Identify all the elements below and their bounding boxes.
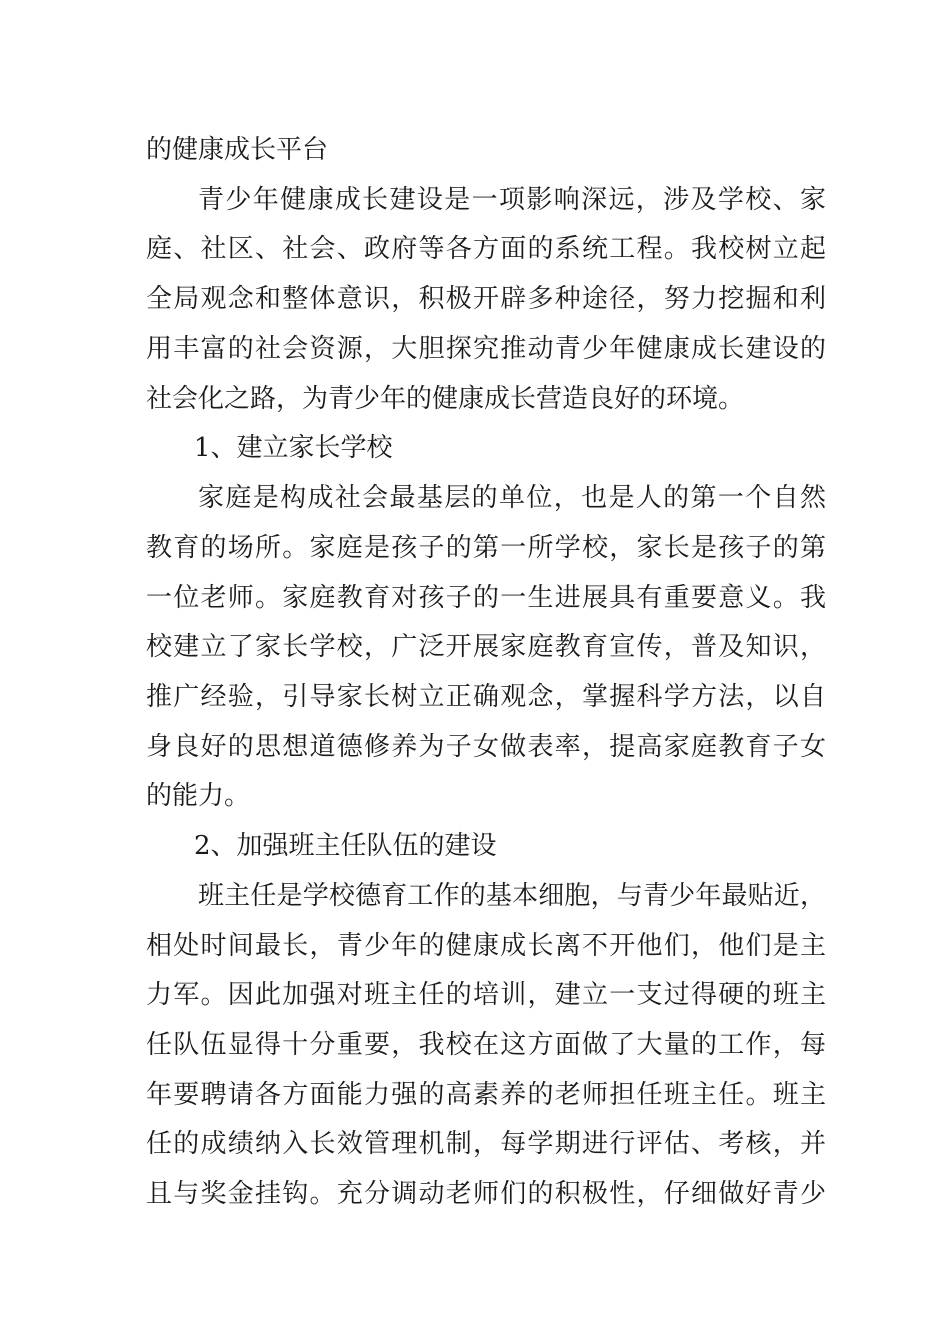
text-line: 且与奖金挂钩。充分调动老师们的积极性，仔细做好青少	[146, 1179, 826, 1209]
text-line: 身良好的思想道德修养为子女做表率，提高家庭教育子女	[146, 732, 826, 762]
text-line: 任的成绩纳入长效管理机制，每学期进行评估、考核，并	[146, 1129, 826, 1159]
text-line: 一位老师。家庭教育对孩子的一生进展具有重要意义。我	[146, 583, 826, 613]
text-line: 用丰富的社会资源，大胆探究推动青少年健康成长建设的	[146, 334, 826, 364]
text-line: 推广经验，引导家长树立正确观念，掌握科学方法，以自	[146, 682, 826, 712]
text-line: 社会化之路，为青少年的健康成长营造良好的环境。	[146, 384, 745, 414]
section-heading: 2、加强班主任队伍的建设	[194, 831, 497, 861]
paragraph-first-line: 家庭是构成社会最基层的单位，也是人的第一个自然	[198, 483, 826, 513]
text-line: 全局观念和整体意识，积极开辟多种途径，努力挖掘和利	[146, 284, 826, 314]
text-line: 力军。因此加强对班主任的培训，建立一支过得硬的班主	[146, 980, 826, 1010]
paragraph-first-line: 青少年健康成长建设是一项影响深远，涉及学校、家	[198, 185, 826, 215]
paragraph-first-line: 班主任是学校德育工作的基本细胞，与青少年最贴近，	[198, 881, 826, 911]
section-heading: 1、建立家长学校	[194, 433, 393, 463]
text-line: 教育的场所。家庭是孩子的第一所学校，家长是孩子的第	[146, 533, 826, 563]
text-line: 庭、社区、社会、政府等各方面的系统工程。我校树立起	[146, 234, 826, 264]
text-line: 的健康成长平台	[146, 135, 329, 165]
text-line: 相处时间最长，青少年的健康成长离不开他们，他们是主	[146, 931, 826, 961]
text-line: 校建立了家长学校，广泛开展家庭教育宣传，普及知识，	[146, 632, 826, 662]
text-line: 年要聘请各方面能力强的高素养的老师担任班主任。班主	[146, 1080, 826, 1110]
text-line: 任队伍显得十分重要，我校在这方面做了大量的工作，每	[146, 1030, 826, 1060]
text-line: 的能力。	[146, 781, 251, 811]
